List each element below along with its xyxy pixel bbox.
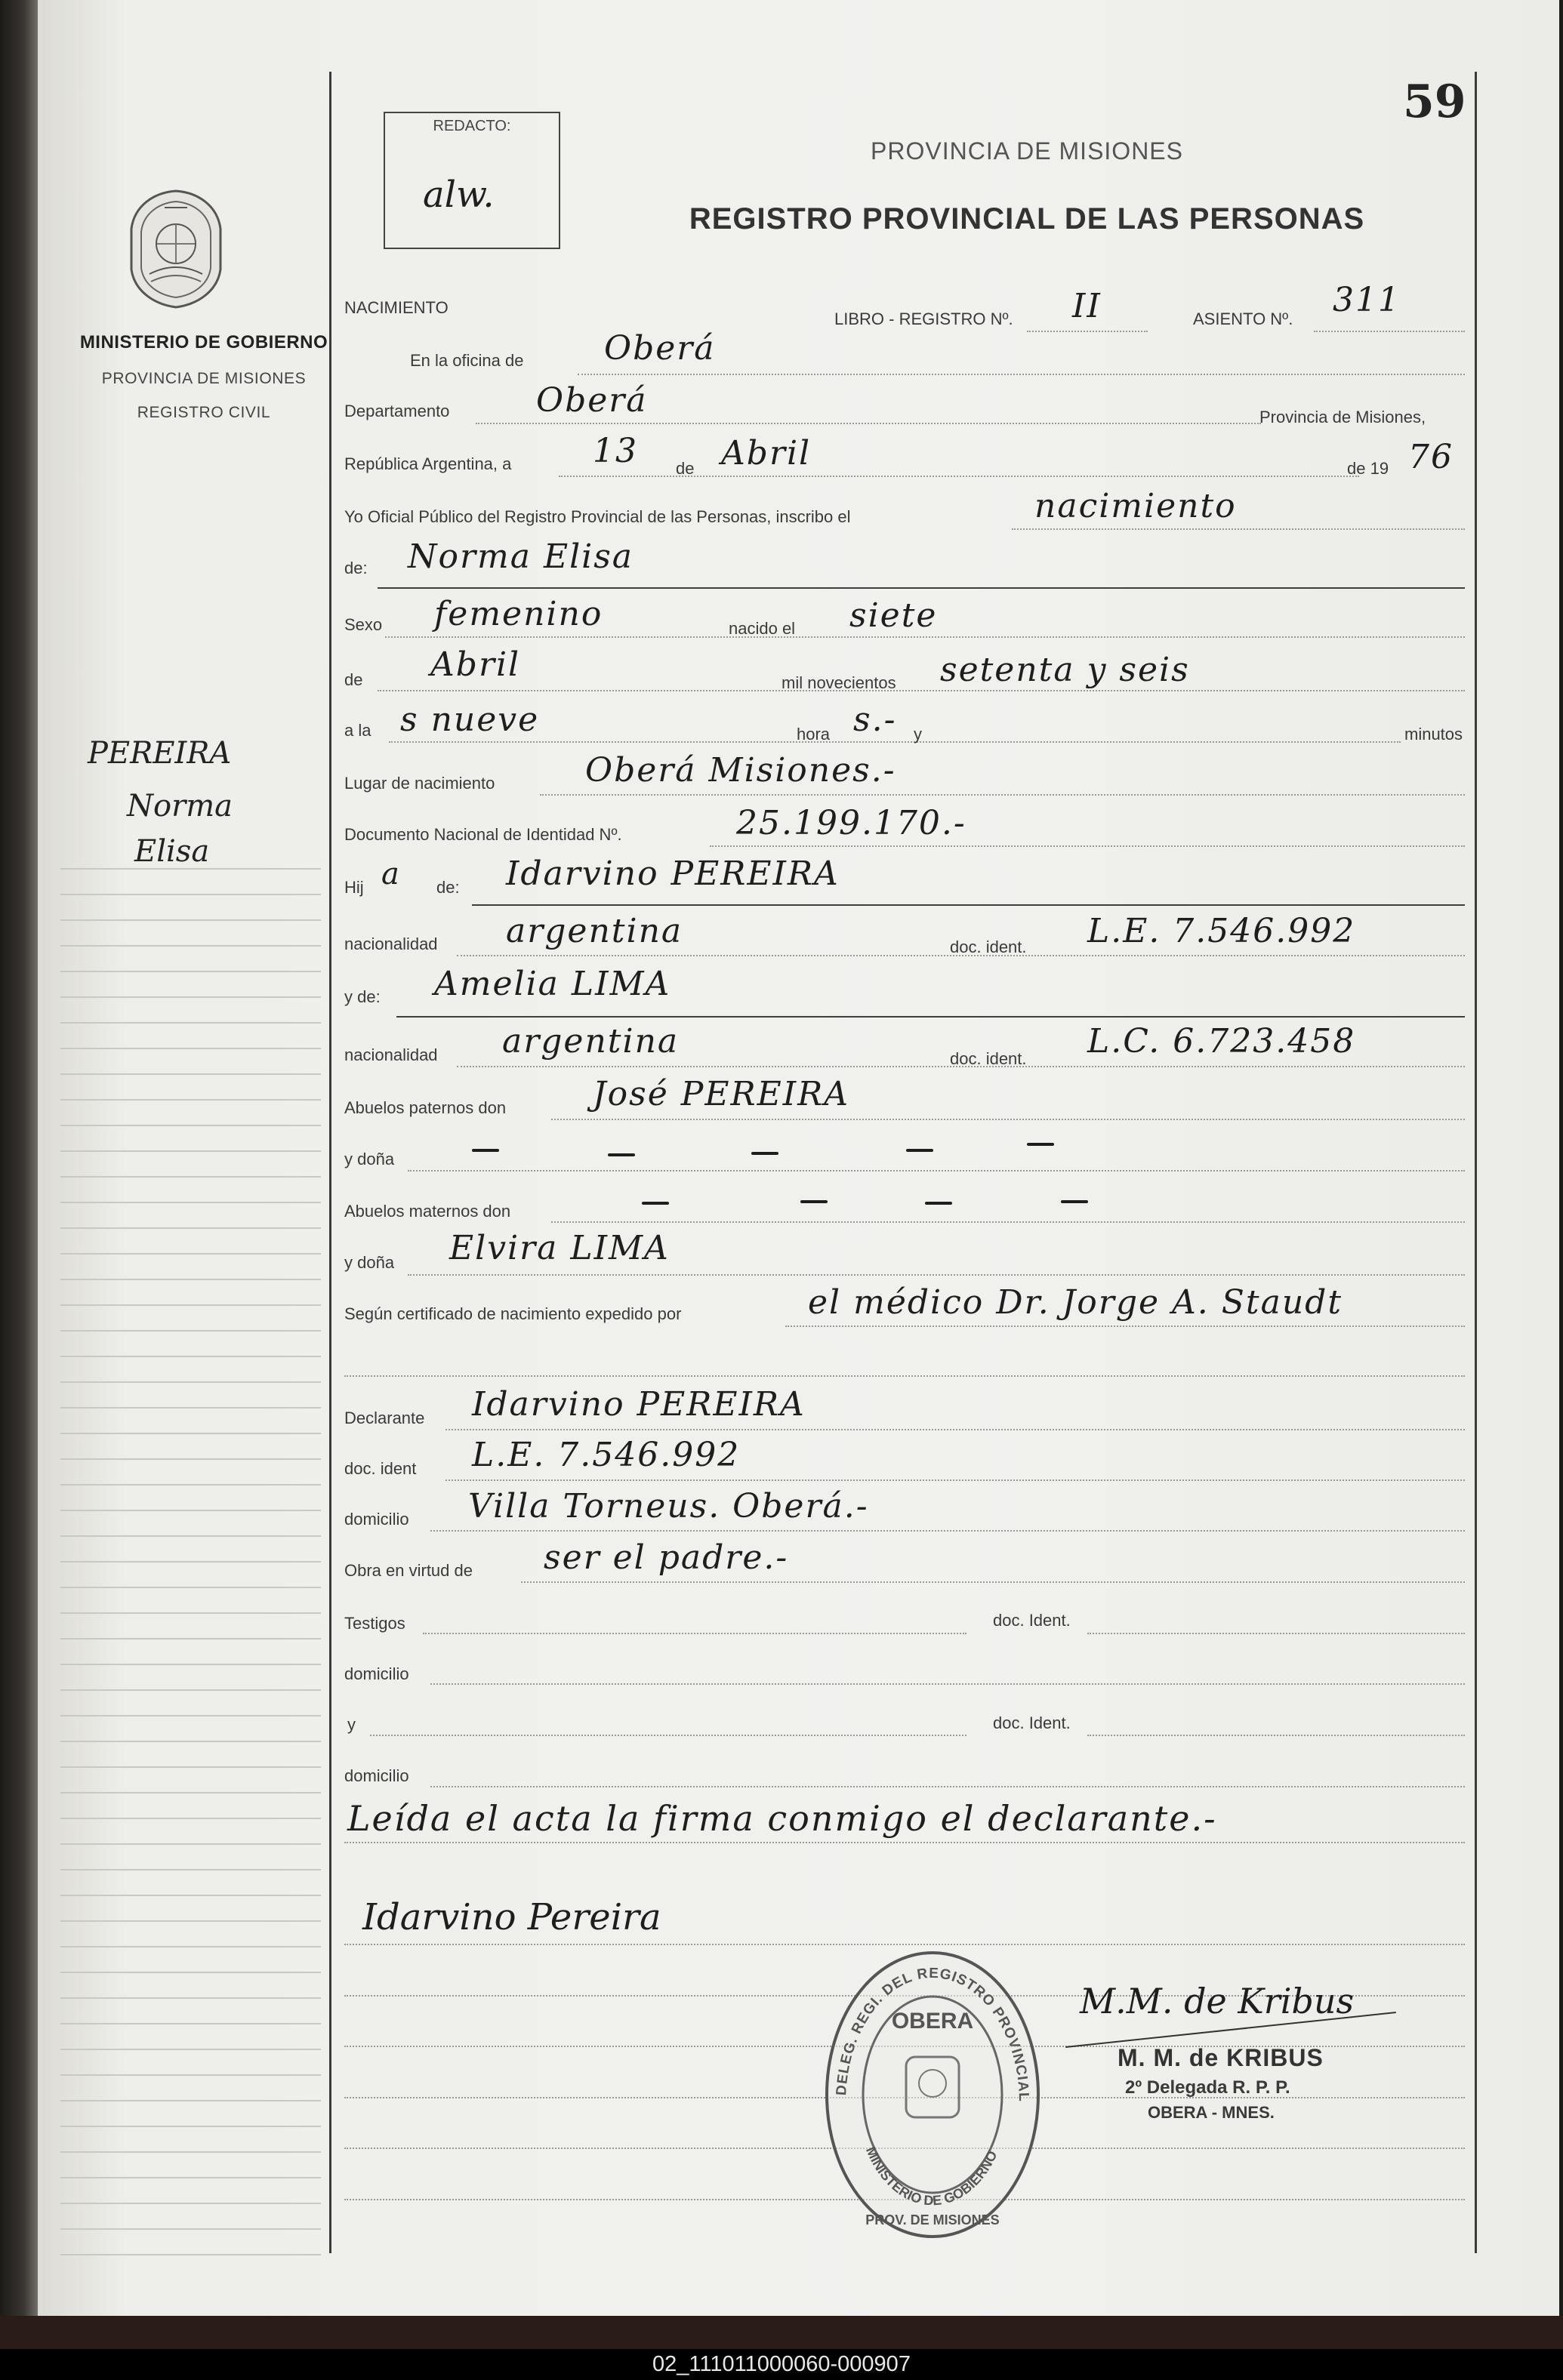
margin-ruled-line: [60, 1176, 321, 1178]
margin-ruled-line: [60, 1150, 321, 1152]
a-la-label: a la: [344, 721, 371, 740]
declarante-line: [445, 1429, 1465, 1430]
libro-value: II: [1072, 287, 1102, 325]
margin-ruled-line: [60, 1022, 321, 1024]
abuela-materna: Elvira LIMA: [449, 1229, 670, 1267]
official-name: M. M. de KRIBUS: [1118, 2044, 1324, 2071]
seal-bottom-text: PROV. DE MISIONES: [865, 2212, 1000, 2228]
redacto-label: REDACTO:: [433, 118, 511, 134]
closing-text: Leída el acta la firma conmigo el declarante.-: [347, 1798, 1217, 1839]
abuela-paterna-label: y doña: [344, 1150, 395, 1168]
asiento-label: ASIENTO Nº.: [1193, 309, 1293, 328]
mother-doc-label: doc. ident.: [950, 1049, 1027, 1068]
libro-line: [1027, 331, 1148, 332]
margin-ruled-line: [60, 1689, 321, 1691]
register-page: [38, 0, 1559, 2316]
sexo-value: femenino: [434, 595, 603, 633]
margin-ruled-line: [60, 945, 321, 947]
margin-ruled-line: [60, 1561, 321, 1563]
margin-surname: PEREIRA: [88, 736, 232, 771]
certificado-line: [785, 1325, 1465, 1327]
margin-ruled-line: [60, 1125, 321, 1126]
margin-ruled-line: [60, 1587, 321, 1588]
testigo-doc-label: doc. Ident.: [993, 1611, 1071, 1630]
hour-value: s nueve: [400, 700, 540, 739]
provincia-label: Provincia de Misiones,: [1259, 408, 1426, 426]
abuela-paterna-line: [408, 1170, 1465, 1172]
father-nationality: argentina: [506, 912, 683, 950]
margin-ruled-line: [60, 1818, 321, 1819]
blank-dash: [642, 1202, 669, 1205]
y-label: y: [914, 725, 922, 744]
de-label: de: [676, 459, 695, 478]
margin-ruled-line: [60, 1792, 321, 1793]
margin-ruled-line: [60, 2151, 321, 2153]
hij-value: a: [381, 857, 401, 891]
margin-ruled-line: [60, 996, 321, 998]
abuela-materna-label: y doña: [344, 1253, 395, 1272]
lugar-value: Oberá Misiones.-: [585, 751, 896, 790]
margin-ruled-line: [60, 1612, 321, 1614]
page-edge-shadow: [0, 2316, 1563, 2349]
mother-nationality-label: nacionalidad: [344, 1045, 438, 1064]
declarante-doc-label: doc. ident: [344, 1459, 417, 1478]
ministry-registry: REGISTRO CIVIL: [137, 404, 271, 421]
hij-label: Hij: [344, 878, 364, 897]
de2-label: de: [344, 670, 363, 689]
abuelos-paternos-label: Abuelos paternos don: [344, 1098, 507, 1117]
margin-ruled-line: [60, 1920, 321, 1922]
asiento-value: 311: [1333, 281, 1401, 319]
blank-dash: [925, 1202, 952, 1205]
declarante-label: Declarante: [344, 1409, 425, 1427]
seal-top-text: OBERA: [891, 2009, 974, 2034]
margin-ruled-line: [60, 1715, 321, 1716]
margin-first-name: Norma: [127, 789, 233, 824]
sexo-line: [385, 636, 1465, 638]
testigos-label: Testigos: [344, 1614, 405, 1633]
birth-month-line: [378, 690, 1465, 691]
testigo-doc-line: [1087, 1633, 1465, 1634]
margin-ruled-line: [60, 2074, 321, 2076]
redacto-initials: alw.: [423, 174, 495, 216]
registry-title: REGISTRO PROVINCIAL DE LAS PERSONAS: [689, 202, 1365, 236]
abuelo-paterno-line: [551, 1119, 1465, 1120]
margin-ruled-line: [60, 2100, 321, 2101]
father-doc: L.E. 7.546.992: [1087, 912, 1356, 950]
margin-ruled-line: [60, 1638, 321, 1640]
abuelo-materno-line: [551, 1221, 1465, 1223]
official-place: OBERA - MNES.: [1148, 2103, 1275, 2122]
child-name-line: [378, 587, 1465, 589]
declarante-doc: L.E. 7.546.992: [472, 1436, 741, 1474]
abuelo-paterno: José PEREIRA: [593, 1075, 849, 1113]
oficial-line: [1012, 528, 1465, 530]
margin-ruled-line: [60, 1664, 321, 1665]
mother-nationality: argentina: [502, 1022, 680, 1061]
blank-dash: [472, 1149, 499, 1152]
left-vertical-rule: [329, 72, 331, 2253]
margin-ruled-line: [60, 919, 321, 921]
margin-ruled-line: [60, 1330, 321, 1332]
margin-ruled-line: [60, 1535, 321, 1537]
margin-ruled-line: [60, 2254, 321, 2255]
testigo-domicilio-label: domicilio: [344, 1664, 409, 1683]
year-label: de 19: [1347, 459, 1389, 478]
obra-line: [521, 1581, 1465, 1583]
departamento-label: Departamento: [344, 402, 450, 420]
oficina-label: En la oficina de: [410, 351, 524, 370]
child-de-label: de:: [344, 559, 368, 577]
margin-ruled-line: [60, 1433, 321, 1434]
mother-doc: L.C. 6.723.458: [1087, 1022, 1356, 1061]
nacimiento-label: NACIMIENTO: [344, 298, 449, 317]
libro-label: LIBRO - REGISTRO Nº.: [834, 309, 1013, 328]
margin-ruled-line: [60, 2177, 321, 2178]
lugar-line: [540, 794, 1465, 796]
seal-ring-text: DELEG. REGI. DEL REGISTRO PROVINCIAL: [834, 1965, 1032, 2102]
declarante-value: Idarvino PEREIRA: [472, 1385, 806, 1424]
closing-line: [344, 1842, 1465, 1843]
margin-ruled-line: [60, 1407, 321, 1409]
testigo2-doc-label: doc. Ident.: [993, 1713, 1071, 1732]
ministry-heading: MINISTERIO DE GOBIERNO: [79, 332, 328, 353]
father-name-line: [472, 904, 1465, 906]
right-vertical-rule: [1475, 72, 1477, 2253]
declarante-doc-line: [445, 1479, 1465, 1481]
margin-ruled-line: [60, 1356, 321, 1357]
declarant-signature: Idarvino Pereira: [362, 1896, 661, 1938]
margin-ruled-line: [60, 1972, 321, 1973]
margin-ruled-line: [60, 1073, 321, 1075]
certificado-label: Según certificado de nacimiento expedido por: [344, 1304, 682, 1323]
redacto-box: [384, 112, 560, 249]
hora-value: s.-: [853, 700, 897, 739]
official-signature: M.M. de Kribus: [1080, 1981, 1355, 2021]
margin-ruled-line: [60, 1202, 321, 1203]
margin-ruled-line: [60, 1946, 321, 1947]
day-value: 13: [593, 432, 638, 470]
testigo2-y-label: y: [347, 1715, 356, 1734]
testigos-line: [423, 1633, 966, 1634]
margin-ruled-line: [60, 2126, 321, 2127]
ministry-province: PROVINCIA DE MISIONES: [101, 370, 307, 387]
republica-label: República Argentina, a: [344, 454, 512, 473]
margin-ruled-line: [60, 1510, 321, 1511]
margin-ruled-line: [60, 1766, 321, 1768]
abuelos-maternos-label: Abuelos maternos don: [344, 1202, 511, 1221]
oficina-value: Oberá: [604, 329, 716, 368]
oficial-label: Yo Oficial Público del Registro Provincial de las Personas, inscribo el: [344, 507, 851, 526]
departamento-line: [476, 423, 1261, 424]
margin-ruled-line: [60, 1741, 321, 1742]
margin-ruled-line: [60, 1253, 321, 1255]
father-de-label: de:: [436, 878, 460, 897]
margin-ruled-line: [60, 1381, 321, 1383]
dni-value: 25.199.170.-: [736, 804, 966, 842]
domicilio-line: [430, 1530, 1465, 1532]
ministry-emblem-icon: [119, 185, 233, 313]
margin-ruled-line: [60, 1484, 321, 1486]
oficina-line: [578, 374, 1465, 375]
testigo-domicilio-line: [430, 1683, 1465, 1685]
certificado-value: el médico Dr. Jorge A. Staudt: [808, 1283, 1343, 1322]
nacido-value: siete: [849, 596, 938, 635]
margin-ruled-line: [60, 1458, 321, 1460]
margin-ruled-line: [60, 2228, 321, 2230]
abuela-materna-line: [408, 1274, 1465, 1276]
obra-label: Obra en virtud de: [344, 1561, 473, 1580]
margin-ruled-line: [60, 2049, 321, 2050]
blank-dash: [751, 1152, 778, 1155]
hour-line: [389, 741, 1401, 743]
sexo-label: Sexo: [344, 615, 383, 634]
asiento-line: [1314, 331, 1465, 332]
margin-ruled-line: [60, 971, 321, 972]
mother-name: Amelia LIMA: [434, 965, 671, 1003]
oficial-value: nacimiento: [1034, 487, 1237, 525]
margin-ruled-line: [60, 2203, 321, 2204]
margin-ruled-line: [60, 1048, 321, 1049]
blank-dash: [1061, 1200, 1088, 1203]
blank-dash: [800, 1200, 828, 1203]
margin-ruled-line: [60, 1843, 321, 1845]
father-doc-label: doc. ident.: [950, 938, 1027, 956]
child-name: Norma Elisa: [408, 537, 634, 576]
testigo2-domicilio-line: [430, 1786, 1465, 1787]
mother-name-line: [396, 1016, 1465, 1018]
blank-dash: [1027, 1143, 1054, 1146]
official-role: 2º Delegada R. P. P.: [1125, 2077, 1290, 2098]
mother-de-label: y de:: [344, 987, 381, 1006]
margin-ruled-line: [60, 1099, 321, 1101]
blank-dash: [906, 1149, 933, 1152]
page-number: 59: [1403, 75, 1466, 128]
province-heading: PROVINCIA DE MISIONES: [871, 137, 1183, 165]
testigo2-domicilio-label: domicilio: [344, 1766, 409, 1785]
obra-value: ser el padre.-: [544, 1538, 789, 1577]
birth-month: Abril: [430, 645, 521, 684]
testigo2-line: [370, 1735, 966, 1736]
blank-dash: [608, 1153, 635, 1156]
margin-ruled-line: [60, 2023, 321, 2024]
margin-ruled-line: [60, 1279, 321, 1280]
minutos-label: minutos: [1404, 725, 1463, 744]
image-caption: 02_111011000060-000907: [0, 2349, 1563, 2380]
margin-ruled-line: [60, 1227, 321, 1229]
margin-ruled-line: [60, 1304, 321, 1306]
birth-year-words: setenta y seis: [940, 651, 1190, 689]
dni-line: [710, 845, 1465, 847]
registry-seal-icon: [815, 1944, 1050, 2246]
dni-label: Documento Nacional de Identidad Nº.: [344, 825, 622, 844]
margin-ruled-line: [60, 1895, 321, 1896]
year-value: 76: [1408, 438, 1454, 476]
certificado-line-2: [344, 1375, 1465, 1377]
margin-ruled-line: [60, 894, 321, 895]
margin-ruled-line: [60, 1997, 321, 1999]
father-nationality-label: nacionalidad: [344, 934, 438, 953]
domicilio-label: domicilio: [344, 1510, 409, 1529]
domicilio-value: Villa Torneus. Oberá.-: [468, 1487, 869, 1526]
testigo2-doc-line: [1087, 1735, 1465, 1736]
month-value: Abril: [721, 434, 812, 473]
father-name: Idarvino PEREIRA: [506, 854, 840, 893]
mil-label: mil novecientos: [782, 673, 896, 692]
lugar-label: Lugar de nacimiento: [344, 774, 495, 793]
margin-middle-name: Elisa: [134, 834, 210, 869]
hora-label: hora: [797, 725, 831, 744]
departamento-value: Oberá: [536, 381, 648, 420]
seal-inner-text: MINISTERIO DE GOBIERNO: [862, 2144, 1000, 2209]
nacido-label: nacido el: [729, 619, 796, 638]
margin-ruled-line: [60, 1869, 321, 1870]
